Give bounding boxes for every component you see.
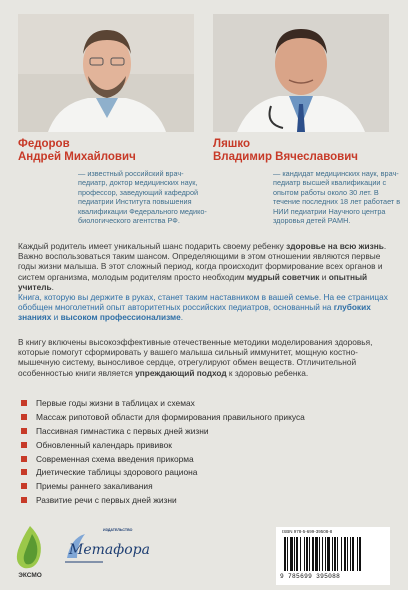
author-fedorov	[18, 138, 208, 225]
description-paragraph-2: Книга, которую вы держите в руках, станет таким наставником в вашей семье. На ее страницах обобщен многолетний опыт авторитетных российских педиатров, основанный на глубоких знаниях и высоком профессионализме.	[18, 292, 388, 323]
feature-item: Приемы раннего закаливания	[18, 481, 390, 491]
eksmo-flame-icon	[10, 524, 50, 572]
feature-list	[18, 398, 390, 509]
author-photo-lyashko	[213, 14, 389, 132]
eksmo-logo	[10, 524, 50, 582]
feature-item: Обновленный календарь прививок	[18, 440, 390, 450]
isbn-label: ISBN 978-5-699-39508-8	[282, 529, 333, 534]
metafora-logo	[63, 528, 150, 570]
description-paragraph-3: В книгу включены высокоэффективные отечественные методики моделирования здоровья, которые помогут сформировать у вашего малыша сильный иммунитет, мощную костно-мышечную систему, выносливое сердце, отрегулируют обмен веществ. Отличительной особенностью книги является упреждающий подход к здоровью ребенка.	[18, 337, 373, 378]
author-given-names: Владимир Вячеславович	[213, 151, 358, 163]
square-bullet-icon	[21, 469, 27, 475]
barcode-number: 9 785699 395088	[280, 573, 341, 580]
square-bullet-icon	[21, 456, 27, 462]
feature-item: Современная схема введения прикорма	[18, 454, 390, 464]
author-surname: Ляшко	[213, 138, 250, 150]
feature-item: Пассивная гимнастика с первых дней жизни	[18, 426, 390, 436]
square-bullet-icon	[21, 442, 27, 448]
square-bullet-icon	[21, 400, 27, 406]
author-lyashko	[213, 138, 403, 225]
isbn-barcode-block	[276, 527, 390, 585]
square-bullet-icon	[21, 497, 27, 503]
square-bullet-icon	[21, 414, 27, 420]
metafora-publisher-label: ИЗДАТЕЛЬСТВО	[103, 528, 133, 532]
square-bullet-icon	[21, 483, 27, 489]
eksmo-wordmark: ЭКСМО	[18, 572, 42, 579]
feature-item: Диетические таблицы здорового рациона	[18, 467, 390, 477]
feature-item: Массаж рипотовой области для формирования правильного прикуса	[18, 412, 390, 422]
square-bullet-icon	[21, 428, 27, 434]
barcode-icon	[282, 537, 384, 573]
feature-item: Развитие речи с первых дней жизни	[18, 495, 390, 505]
feature-item: Первые годы жизни в таблицах и схемах	[18, 398, 390, 408]
author-given-names: Андрей Михайлович	[18, 151, 136, 163]
author-bio: — известный российский врач-педиатр, доктор медицинских наук, профессор, заведующий кафедрой педиатрии Института повышения квалификации Федерального медико-биологического агентства РФ.	[78, 169, 207, 226]
description-paragraph-1: Каждый родитель имеет уникальный шанс подарить своему ребенку здоровье на всю жизнь. Важно воспользоваться таким шансом. Определяющими в этом отношении являются первые годы жизни малыша. В этот сложный период, когда происходит формирование всех органов и систем организма, молодым родителям просто необходим мудрый советчик и опытный учитель.	[18, 241, 387, 292]
author-photo-fedorov	[18, 14, 194, 132]
author-bio: — кандидат медицинских наук, врач-педиатр высшей квалификации с опытом работы около 30 лет. В течение последних 18 лет работает в НИИ педиатрии Научного центра здоровья детей РАМН.	[273, 169, 401, 226]
author-surname: Федоров	[18, 138, 70, 150]
metafora-wordmark: Метафора	[69, 542, 150, 558]
